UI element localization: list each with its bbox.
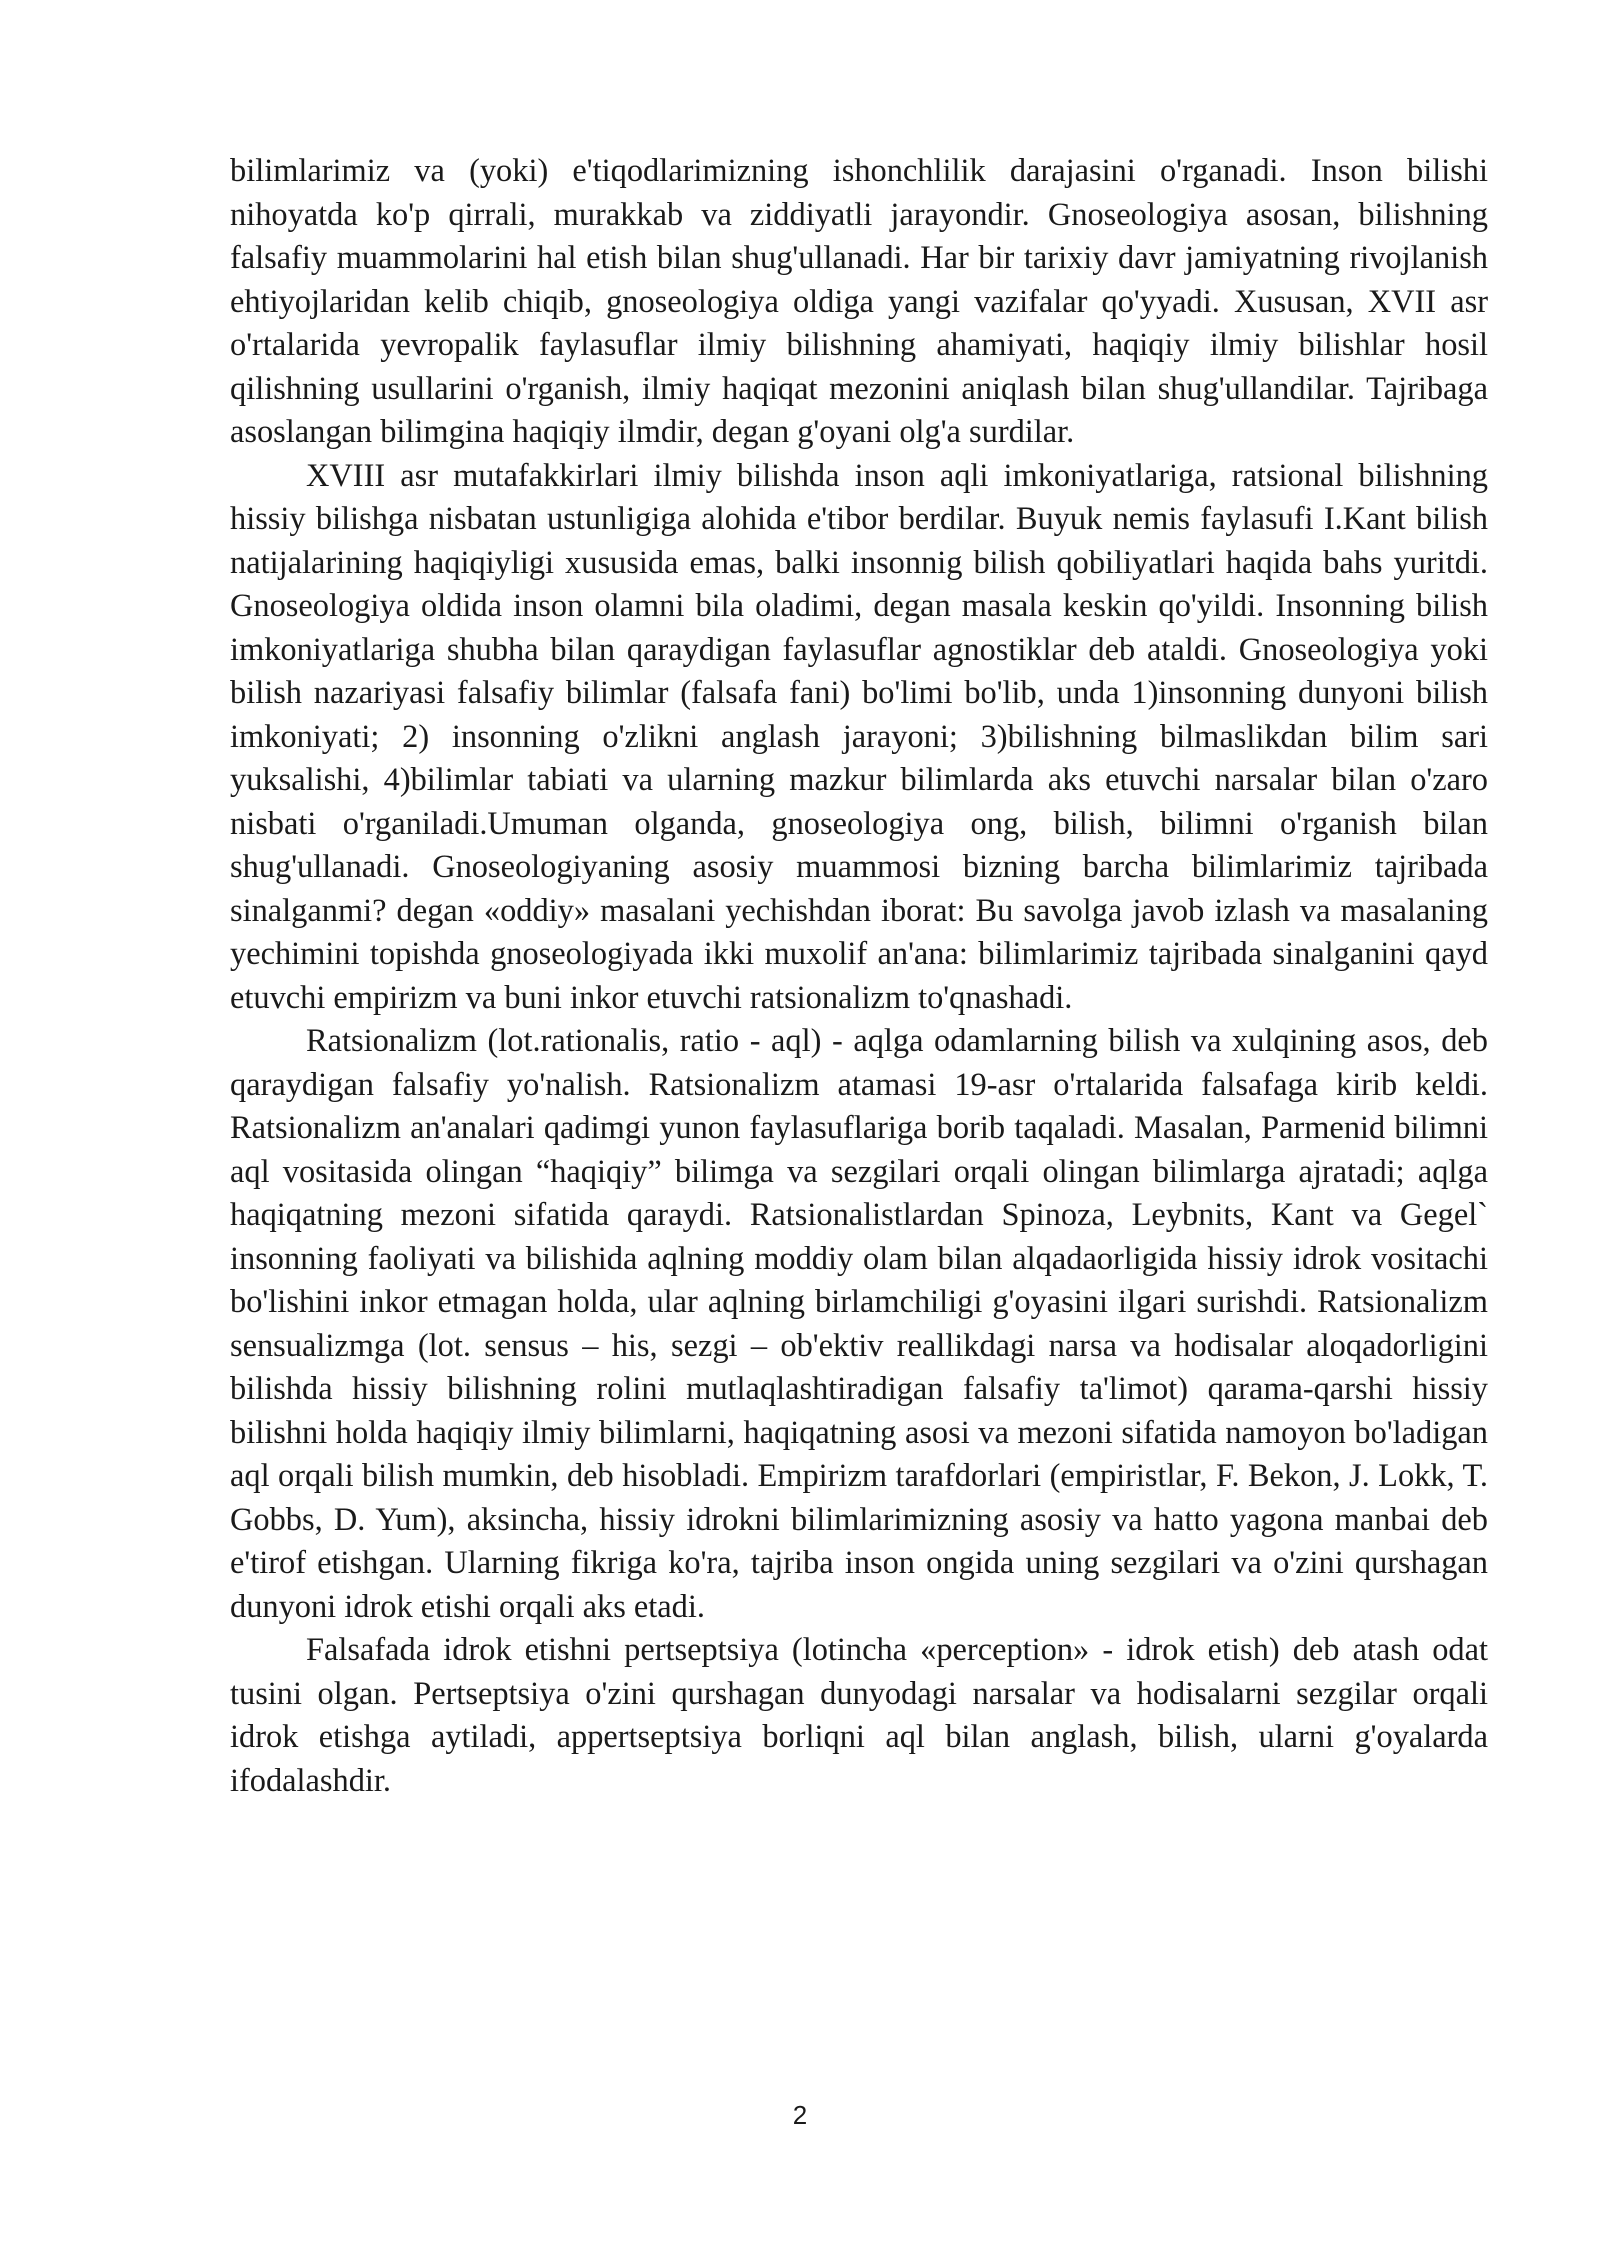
paragraph: bilimlarimiz va (yoki) e'tiqodlarimizning ishonchlilik darajasini o'rganadi. Inson bilishi nihoyatda ko'p qirrali, murakkab va ziddiyatli jarayondir. Gnoseologiya asosan, bilishning falsafiy muammolarini hal etish bilan shug'ullanadi. Har bir tarixiy davr jamiyatning rivojlanish ehtiyojlaridan kelib chiqib, gnoseologiya oldiga yangi vazifalar qo'yyadi. Xususan, XVII asr o'rtalarida yevropalik faylasuflar ilmiy bilishning ahamiyati, haqiqiy ilmiy bilishlar hosil qilishning usullarini o'rganish, ilmiy haqiqat mezonini aniqlash bilan shug'ullandilar. Tajribaga asoslangan bilimgina haqiqiy ilmdir, degan g'oyani olg'a surdilar. [230, 153, 1488, 450]
page-number: 2 [792, 2100, 808, 2130]
document-body [230, 150, 1488, 1803]
paragraph: Falsafada idrok etishni pertseptsiya (lotincha «perception» - idrok etish) deb atash odat tusini olgan. Pertseptsiya o'zini qurshagan dunyodagi narsalar va hodisalarni sezgilar orqali idrok etishga aytiladi, appertseptsiya borliqni aql bilan anglash, bilish, ularni g'oyalarda ifodalashdir. [230, 1632, 1488, 1799]
paragraph: XVIII asr mutafakkirlari ilmiy bilishda inson aqli imkoniyatlariga, ratsional bilishning hissiy bilishga nisbatan ustunligiga alohida e'tibor berdilar. Buyuk nemis faylasufi I.Kant bilish natijalarining haqiqiyligi xususida emas, balki insonnig bilish qobiliyatlari haqida bahs yuritdi. Gnoseologiya oldida inson olamni bila oladimi, degan masala keskin qo'yildi. Insonning bilish imkoniyatlariga shubha bilan qaraydigan faylasuflar agnostiklar deb ataldi. Gnoseologiya yoki bilish nazariyasi falsafiy bilimlar (falsafa fani) bo'limi bo'lib, unda 1)insonning dunyoni bilish imkoniyati; 2) insonning o'zlikni anglash jarayoni; 3)bilishning bilmaslikdan bilim sari yuksalishi, 4)bilimlar tabiati va ularning mazkur bilimlarda aks etuvchi narsalar bilan o'zaro nisbati o'rganiladi.Umuman olganda, gnoseologiya ong, bilish, bilimni o'rganish bilan shug'ullanadi. Gnoseologiyaning asosiy muammosi bizning barcha bilimlarimiz tajribada sinalganmi? degan «oddiy» masalani yechishdan iborat: Bu savolga javob izlash va masalaning yechimini topishda gnoseologiyada ikki muxolif an'ana: bilimlarimiz tajribada sinalganini qayd etuvchi empirizm va buni inkor etuvchi ratsionalizm to'qnashadi. [230, 457, 1488, 1016]
paragraph: Ratsionalizm (lot.rationalis, ratio - aql) - aqlga odamlarning bilish va xulqining asos, deb qaraydigan falsafiy yo'nalish. Ratsionalizm atamasi 19-asr o'rtalarida falsafaga kirib keldi. Ratsionalizm an'analari qadimgi yunon faylasuflariga borib taqaladi. Masalan, Parmenid bilimni aql vositasida olingan “haqiqiy” bilimga va sezgilari orqali olingan bilimlarga ajratadi; aqlga haqiqatning mezoni sifatida qaraydi. Ratsionalistlardan Spinoza, Leybnits, Kant va Gegel` insonning faoliyati va bilishida aqlning moddiy olam bilan alqadaorligida hissiy idrok vositachi bo'lishini inkor etmagan holda, ular aqlning birlamchiligi g'oyasini ilgari surishdi. Ratsionalizm sensualizmga (lot. sensus – his, sezgi – ob'ektiv reallikdagi narsa va hodisalar aloqadorligini bilishda hissiy bilishning rolini mutlaqlashtiradigan falsafiy ta'limot) qarama-qarshi hissiy bilishni holda haqiqiy ilmiy bilimlarni, haqiqatning asosi va mezoni sifatida namoyon bo'ladigan aql orqali bilish mumkin, deb hisobladi. Empirizm tarafdorlari (empiristlar, F. Bekon, J. Lokk, T. Gobbs, D. Yum), aksincha, hissiy idrokni bilimlarimizning asosiy va hatto yagona manbai deb e'tirof etishgan. Ularning fikriga ko'ra, tajriba inson ongida uning sezgilari va o'zini qurshagan dunyoni idrok etishi orqali aks etadi. [230, 1023, 1488, 1625]
